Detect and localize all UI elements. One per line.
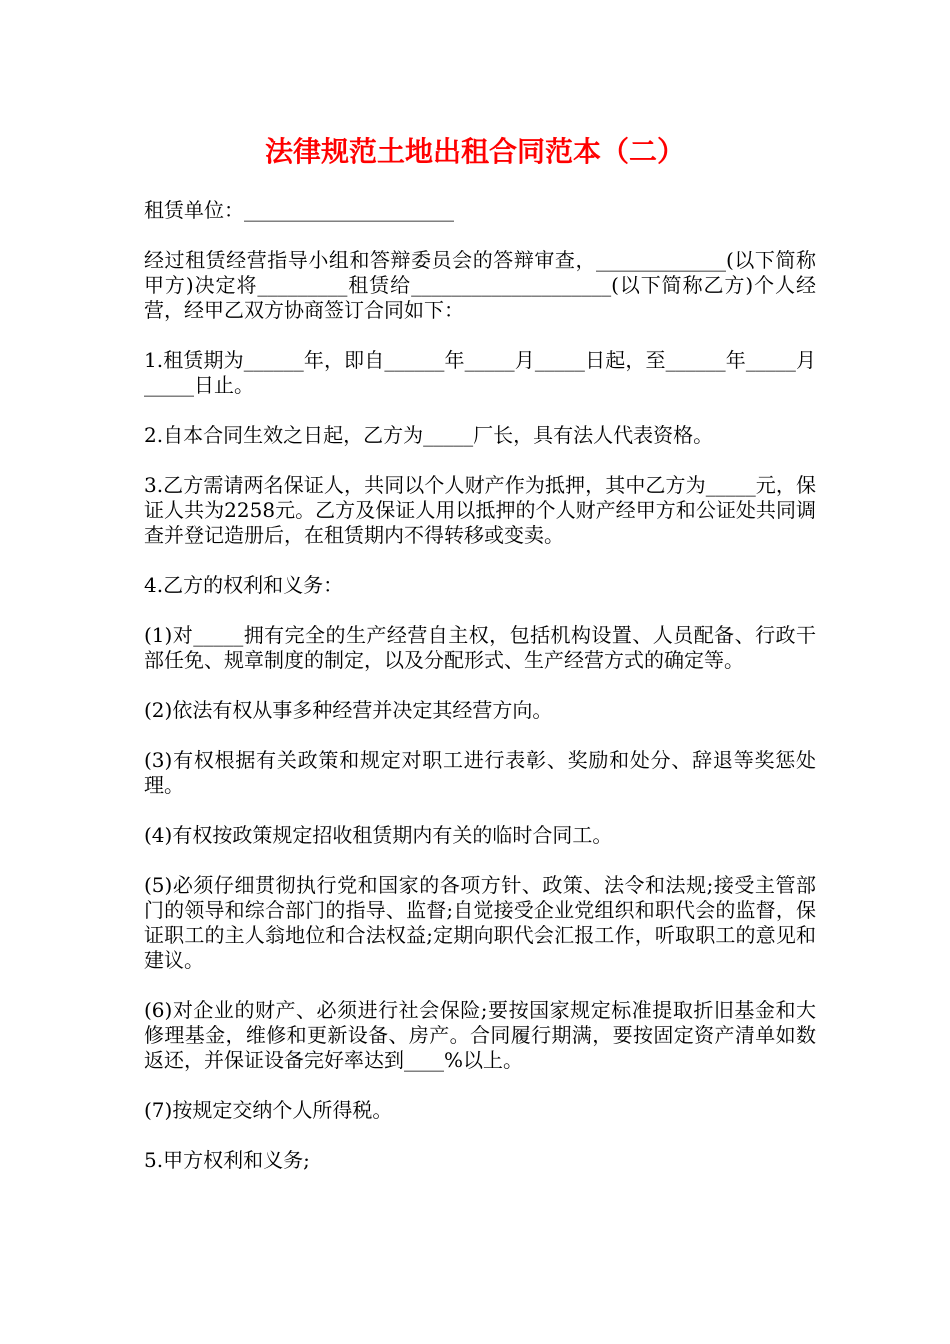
clause-3-guarantors: 3.乙方需请两名保证人，共同以个人财产作为抵押，其中乙方为_____元，保证人共为2258元。乙方及保证人用以抵押的个人财产经甲方和公证处共同调查并登记造册后，在租赁期内不得转移或变卖。 — [144, 473, 816, 547]
clause-4-item-6: (6)对企业的财产、必须进行社会保险;要按国家规定标准提取折旧基金和大修理基金，维修和更新设备、房产。合同履行期满，要按固定资产清单如数返还，并保证设备完好率达到____%以上。 — [144, 998, 816, 1072]
clause-5-heading: 5.甲方权利和义务; — [144, 1148, 310, 1172]
clause-4-heading: 4.乙方的权利和义务： — [144, 573, 344, 597]
clause-4-item-7: (7)按规定交纳个人所得税。 — [144, 1098, 393, 1122]
lessee-unit-line: 租赁单位：_____________________ — [144, 198, 454, 222]
clause-4-item-5: (5)必须仔细贯彻执行党和国家的各项方针、政策、法令和法规;接受主管部门的领导和综合部门的指导、监督;自觉接受企业党组织和职代会的监督，保证职工的主人翁地位和合法权益;定期向职代会汇报工作，听取职工的意见和建议。 — [144, 873, 816, 972]
clause-4-item-1: (1)对_____拥有完全的生产经营自主权，包括机构设置、人员配备、行政干部任免、规章制度的制定，以及分配形式、生产经营方式的确定等。 — [144, 623, 816, 672]
clause-4-item-2: (2)依法有权从事多种经营并决定其经营方向。 — [144, 698, 553, 722]
clause-1-lease-term: 1.租赁期为______年，即自______年_____月_____日起，至______年_____月_____日止。 — [144, 348, 816, 397]
document-body — [144, 198, 816, 1198]
clause-4-item-4: (4)有权按政策规定招收租赁期内有关的临时合同工。 — [144, 823, 613, 847]
clause-4-item-3: (3)有权根据有关政策和规定对职工进行表彰、奖励和处分、辞退等奖惩处理。 — [144, 748, 816, 797]
document-title: 法律规范土地出租合同范本（二） — [264, 135, 685, 168]
intro-paragraph: 经过租赁经营指导小组和答辩委员会的答辩审查，_____________(以下简称甲方)决定将_________租赁给____________________(以下简称乙方)个人经营，经甲乙双方协商签订合同如下： — [144, 248, 816, 322]
clause-2-legal-representative: 2.自本合同生效之日起，乙方为_____厂长，具有法人代表资格。 — [144, 423, 714, 447]
